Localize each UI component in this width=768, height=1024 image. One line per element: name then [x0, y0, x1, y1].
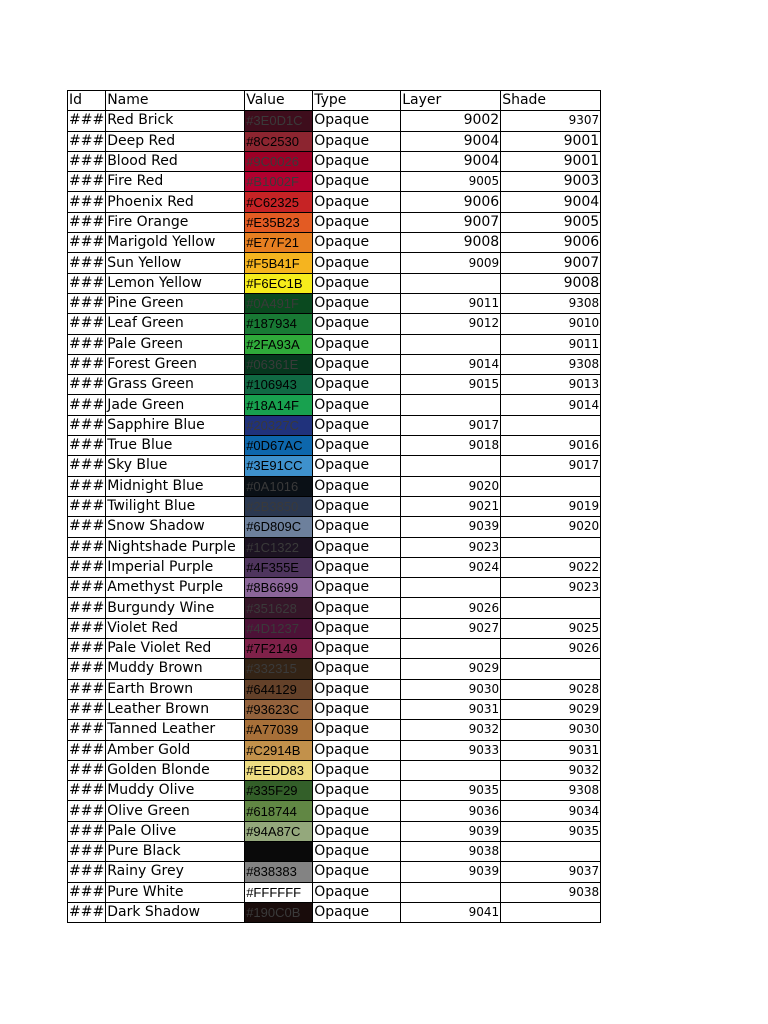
cell-layer[interactable]: 9038 [401, 841, 501, 861]
table-row [68, 841, 601, 861]
cell-name[interactable]: Golden Blonde [106, 760, 245, 780]
cell-layer[interactable]: 9027 [401, 618, 501, 638]
cell-shade[interactable]: 9035 [501, 821, 601, 841]
cell-layer[interactable] [401, 639, 501, 659]
cell-type[interactable]: Opaque [313, 172, 401, 192]
cell-id[interactable]: ### [68, 354, 106, 374]
cell-shade[interactable]: 9016 [501, 436, 601, 456]
cell-id[interactable]: ### [68, 862, 106, 882]
cell-layer[interactable]: 9035 [401, 781, 501, 801]
cell-value[interactable]: #F6EC1B [245, 273, 313, 293]
cell-id[interactable]: ### [68, 334, 106, 354]
cell-layer[interactable]: 9004 [401, 151, 501, 171]
table-row [68, 679, 601, 699]
cell-name[interactable]: Twilight Blue [106, 496, 245, 516]
cell-id[interactable]: ### [68, 781, 106, 801]
cell-type[interactable]: Opaque [313, 354, 401, 374]
cell-value[interactable]: #0A1016 [245, 476, 313, 496]
table-row [68, 720, 601, 740]
cell-name[interactable]: Sapphire Blue [106, 415, 245, 435]
cell-name[interactable]: Dark Shadow [106, 902, 245, 922]
cell-type[interactable]: Opaque [313, 760, 401, 780]
cell-shade[interactable]: 9022 [501, 557, 601, 577]
cell-shade[interactable]: 9008 [501, 273, 601, 293]
cell-type[interactable]: Opaque [313, 456, 401, 476]
table-row [68, 801, 601, 821]
cell-name[interactable]: Earth Brown [106, 679, 245, 699]
cell-type[interactable]: Opaque [313, 537, 401, 557]
cell-layer[interactable] [401, 334, 501, 354]
cell-name[interactable]: Muddy Brown [106, 659, 245, 679]
table-row [68, 111, 601, 131]
cell-type[interactable]: Opaque [313, 111, 401, 131]
cell-value[interactable]: #335F29 [245, 781, 313, 801]
cell-name[interactable]: Snow Shadow [106, 517, 245, 537]
cell-name[interactable]: Lemon Yellow [106, 273, 245, 293]
cell-name[interactable]: Marigold Yellow [106, 233, 245, 253]
table-row [68, 578, 601, 598]
cell-value[interactable]: #20327C [245, 415, 313, 435]
cell-name[interactable]: Forest Green [106, 354, 245, 374]
cell-name[interactable]: Muddy Olive [106, 781, 245, 801]
cell-name[interactable]: Midnight Blue [106, 476, 245, 496]
cell-shade[interactable]: 9308 [501, 354, 601, 374]
cell-shade[interactable] [501, 902, 601, 922]
cell-shade[interactable] [501, 659, 601, 679]
table-row [68, 639, 601, 659]
table-row [68, 273, 601, 293]
cell-layer[interactable]: 9005 [401, 172, 501, 192]
cell-value[interactable]: #8C2530 [245, 131, 313, 151]
cell-type[interactable]: Opaque [313, 781, 401, 801]
cell-layer[interactable]: 9023 [401, 537, 501, 557]
cell-type[interactable]: Opaque [313, 131, 401, 151]
cell-layer[interactable] [401, 760, 501, 780]
cell-name[interactable]: Burgundy Wine [106, 598, 245, 618]
cell-value[interactable]: #332315 [245, 659, 313, 679]
cell-value[interactable]: #18A14F [245, 395, 313, 415]
cell-value[interactable]: #2B3850 [245, 496, 313, 516]
cell-shade[interactable]: 9308 [501, 781, 601, 801]
cell-type[interactable]: Opaque [313, 557, 401, 577]
cell-type[interactable]: Opaque [313, 821, 401, 841]
cell-type[interactable]: Opaque [313, 293, 401, 313]
cell-type[interactable]: Opaque [313, 273, 401, 293]
cell-layer[interactable]: 9039 [401, 862, 501, 882]
cell-value[interactable]: #A77039 [245, 720, 313, 740]
cell-name[interactable]: True Blue [106, 436, 245, 456]
cell-layer[interactable]: 9031 [401, 699, 501, 719]
cell-value[interactable]: #9C0026 [245, 151, 313, 171]
table-row [68, 131, 601, 151]
cell-id[interactable]: ### [68, 821, 106, 841]
cell-id[interactable]: ### [68, 273, 106, 293]
cell-value[interactable]: #190C0B [245, 902, 313, 922]
cell-id[interactable]: ### [68, 151, 106, 171]
cell-layer[interactable]: 9033 [401, 740, 501, 760]
cell-layer[interactable]: 9015 [401, 375, 501, 395]
cell-layer[interactable]: 9032 [401, 720, 501, 740]
cell-id[interactable]: ### [68, 496, 106, 516]
cell-name[interactable]: Blood Red [106, 151, 245, 171]
table-row [68, 699, 601, 719]
table-row [68, 740, 601, 760]
cell-shade[interactable]: 9026 [501, 639, 601, 659]
cell-name[interactable]: Sun Yellow [106, 253, 245, 273]
cell-name[interactable]: Pale Olive [106, 821, 245, 841]
cell-id[interactable]: ### [68, 760, 106, 780]
cell-type[interactable]: Opaque [313, 212, 401, 232]
cell-type[interactable]: Opaque [313, 314, 401, 334]
cell-name[interactable]: Pale Green [106, 334, 245, 354]
cell-shade[interactable]: 9011 [501, 334, 601, 354]
cell-name[interactable]: Tanned Leather [106, 720, 245, 740]
cell-id[interactable]: ### [68, 598, 106, 618]
table-body [68, 111, 601, 923]
cell-value[interactable]: #644129 [245, 679, 313, 699]
cell-name[interactable]: Amethyst Purple [106, 578, 245, 598]
cell-layer[interactable]: 9002 [401, 111, 501, 131]
cell-layer[interactable]: 9039 [401, 821, 501, 841]
cell-id[interactable]: ### [68, 172, 106, 192]
cell-value[interactable]: #E35B23 [245, 212, 313, 232]
cell-type[interactable]: Opaque [313, 598, 401, 618]
cell-layer[interactable]: 9017 [401, 415, 501, 435]
cell-shade[interactable] [501, 537, 601, 557]
cell-shade[interactable]: 9004 [501, 192, 601, 212]
cell-type[interactable]: Opaque [313, 476, 401, 496]
cell-value[interactable]: #1C1322 [245, 537, 313, 557]
cell-type[interactable]: Opaque [313, 618, 401, 638]
cell-layer[interactable]: 9014 [401, 354, 501, 374]
cell-value[interactable]: #94A87C [245, 821, 313, 841]
cell-layer[interactable]: 9011 [401, 293, 501, 313]
cell-type[interactable]: Opaque [313, 740, 401, 760]
cell-value[interactable]: #FFFFFF [245, 882, 313, 902]
cell-layer[interactable] [401, 882, 501, 902]
cell-shade[interactable]: 9031 [501, 740, 601, 760]
table-row [68, 456, 601, 476]
cell-value[interactable]: #06361E [245, 354, 313, 374]
table-row [68, 151, 601, 171]
cell-id[interactable]: ### [68, 415, 106, 435]
cell-value[interactable]: #0D67AC [245, 436, 313, 456]
cell-shade[interactable]: 9029 [501, 699, 601, 719]
table-row [68, 375, 601, 395]
cell-type[interactable]: Opaque [313, 841, 401, 861]
table-row [68, 517, 601, 537]
table-row [68, 476, 601, 496]
cell-name[interactable]: Pine Green [106, 293, 245, 313]
table-row [68, 781, 601, 801]
table-row [68, 395, 601, 415]
table-row [68, 557, 601, 577]
table-row [68, 253, 601, 273]
table-row [68, 659, 601, 679]
cell-shade[interactable] [501, 598, 601, 618]
cell-value[interactable]: #EEDD83 [245, 760, 313, 780]
cell-shade[interactable]: 9037 [501, 862, 601, 882]
cell-layer[interactable]: 9041 [401, 902, 501, 922]
cell-id[interactable]: ### [68, 801, 106, 821]
cell-shade[interactable] [501, 841, 601, 861]
cell-value[interactable]: #C2914B [245, 740, 313, 760]
cell-shade[interactable]: 9032 [501, 760, 601, 780]
cell-name[interactable]: Olive Green [106, 801, 245, 821]
cell-layer[interactable] [401, 578, 501, 598]
cell-shade[interactable]: 9034 [501, 801, 601, 821]
header-value[interactable]: Value [245, 91, 313, 111]
cell-layer[interactable]: 9036 [401, 801, 501, 821]
cell-type[interactable]: Opaque [313, 882, 401, 902]
cell-type[interactable]: Opaque [313, 862, 401, 882]
cell-type[interactable]: Opaque [313, 679, 401, 699]
cell-name[interactable]: Jade Green [106, 395, 245, 415]
cell-type[interactable]: Opaque [313, 436, 401, 456]
cell-value[interactable]: #4F355E [245, 557, 313, 577]
cell-layer[interactable]: 9006 [401, 192, 501, 212]
cell-shade[interactable]: 9001 [501, 151, 601, 171]
cell-id[interactable]: ### [68, 456, 106, 476]
cell-shade[interactable]: 9005 [501, 212, 601, 232]
cell-name[interactable]: Imperial Purple [106, 557, 245, 577]
cell-value[interactable]: #351628 [245, 598, 313, 618]
cell-id[interactable]: ### [68, 192, 106, 212]
cell-type[interactable]: Opaque [313, 659, 401, 679]
cell-value[interactable]: #E77F21 [245, 233, 313, 253]
cell-name[interactable]: Pale Violet Red [106, 639, 245, 659]
cell-layer[interactable]: 9004 [401, 131, 501, 151]
table-row [68, 293, 601, 313]
cell-value[interactable]: #C62325 [245, 192, 313, 212]
cell-id[interactable]: ### [68, 740, 106, 760]
cell-value[interactable]: #7F2149 [245, 639, 313, 659]
cell-name[interactable]: Grass Green [106, 375, 245, 395]
cell-type[interactable]: Opaque [313, 375, 401, 395]
cell-name[interactable]: Fire Red [106, 172, 245, 192]
cell-id[interactable]: ### [68, 537, 106, 557]
cell-id[interactable]: ### [68, 314, 106, 334]
cell-id[interactable]: ### [68, 375, 106, 395]
table-row [68, 821, 601, 841]
cell-shade[interactable] [501, 415, 601, 435]
cell-id[interactable]: ### [68, 720, 106, 740]
cell-shade[interactable]: 9001 [501, 131, 601, 151]
cell-shade[interactable]: 9020 [501, 517, 601, 537]
cell-layer[interactable]: 9012 [401, 314, 501, 334]
cell-layer[interactable]: 9021 [401, 496, 501, 516]
cell-value[interactable]: #B1002F [245, 172, 313, 192]
cell-value[interactable]: #0A491F [245, 293, 313, 313]
cell-value[interactable]: #838383 [245, 862, 313, 882]
cell-shade[interactable]: 9030 [501, 720, 601, 740]
cell-id[interactable]: ### [68, 841, 106, 861]
cell-shade[interactable]: 9038 [501, 882, 601, 902]
cell-type[interactable]: Opaque [313, 699, 401, 719]
table-row [68, 598, 601, 618]
cell-layer[interactable] [401, 395, 501, 415]
cell-layer[interactable]: 9039 [401, 517, 501, 537]
cell-id[interactable]: ### [68, 882, 106, 902]
cell-id[interactable]: ### [68, 253, 106, 273]
cell-name[interactable]: Fire Orange [106, 212, 245, 232]
cell-id[interactable]: ### [68, 618, 106, 638]
header-shade[interactable]: Shade [501, 91, 601, 111]
cell-shade[interactable]: 9017 [501, 456, 601, 476]
cell-layer[interactable]: 9007 [401, 212, 501, 232]
cell-value[interactable]: #3E91CC [245, 456, 313, 476]
cell-type[interactable]: Opaque [313, 395, 401, 415]
cell-layer[interactable]: 9030 [401, 679, 501, 699]
cell-name[interactable]: Deep Red [106, 131, 245, 151]
cell-layer[interactable] [401, 456, 501, 476]
cell-shade[interactable]: 9308 [501, 293, 601, 313]
cell-type[interactable]: Opaque [313, 496, 401, 516]
cell-shade[interactable]: 9013 [501, 375, 601, 395]
cell-name[interactable]: Violet Red [106, 618, 245, 638]
cell-name[interactable]: Sky Blue [106, 456, 245, 476]
cell-id[interactable]: ### [68, 639, 106, 659]
cell-layer[interactable]: 9008 [401, 233, 501, 253]
header-row [68, 91, 601, 111]
cell-value[interactable]: #4D1237 [245, 618, 313, 638]
table-row [68, 212, 601, 232]
cell-id[interactable]: ### [68, 395, 106, 415]
table-row [68, 415, 601, 435]
cell-value[interactable]: #618744 [245, 801, 313, 821]
cell-id[interactable]: ### [68, 679, 106, 699]
cell-name[interactable]: Rainy Grey [106, 862, 245, 882]
table-row [68, 862, 601, 882]
header-name[interactable]: Name [106, 91, 245, 111]
header-id[interactable]: Id [68, 91, 106, 111]
cell-id[interactable]: ### [68, 476, 106, 496]
cell-shade[interactable]: 9007 [501, 253, 601, 273]
cell-layer[interactable] [401, 273, 501, 293]
cell-type[interactable]: Opaque [313, 192, 401, 212]
cell-id[interactable]: ### [68, 659, 106, 679]
cell-id[interactable]: ### [68, 699, 106, 719]
cell-shade[interactable] [501, 476, 601, 496]
cell-type[interactable]: Opaque [313, 415, 401, 435]
cell-name[interactable]: Nightshade Purple [106, 537, 245, 557]
cell-id[interactable]: ### [68, 131, 106, 151]
cell-name[interactable]: Leaf Green [106, 314, 245, 334]
cell-type[interactable]: Opaque [313, 801, 401, 821]
table-row [68, 760, 601, 780]
table-row [68, 172, 601, 192]
cell-shade[interactable]: 9006 [501, 233, 601, 253]
cell-id[interactable]: ### [68, 233, 106, 253]
cell-shade[interactable]: 9010 [501, 314, 601, 334]
table-row [68, 354, 601, 374]
cell-type[interactable]: Opaque [313, 151, 401, 171]
cell-value[interactable]: #187934 [245, 314, 313, 334]
cell-name[interactable]: Pure Black [106, 841, 245, 861]
cell-type[interactable]: Opaque [313, 233, 401, 253]
cell-value[interactable]: #F5B41F [245, 253, 313, 273]
cell-type[interactable]: Opaque [313, 253, 401, 273]
cell-shade[interactable]: 9019 [501, 496, 601, 516]
cell-id[interactable]: ### [68, 293, 106, 313]
header-type[interactable]: Type [313, 91, 401, 111]
cell-type[interactable]: Opaque [313, 902, 401, 922]
cell-layer[interactable]: 9018 [401, 436, 501, 456]
cell-layer[interactable]: 9029 [401, 659, 501, 679]
cell-shade[interactable]: 9003 [501, 172, 601, 192]
cell-shade[interactable]: 9023 [501, 578, 601, 598]
cell-id[interactable]: ### [68, 111, 106, 131]
cell-id[interactable]: ### [68, 578, 106, 598]
cell-value[interactable]: #2FA93A [245, 334, 313, 354]
cell-shade[interactable]: 9014 [501, 395, 601, 415]
cell-layer[interactable]: 9009 [401, 253, 501, 273]
table-row [68, 314, 601, 334]
table-row [68, 496, 601, 516]
cell-layer[interactable]: 9026 [401, 598, 501, 618]
color-table [67, 90, 601, 923]
table-row [68, 902, 601, 922]
cell-layer[interactable]: 9020 [401, 476, 501, 496]
table-row [68, 618, 601, 638]
cell-shade[interactable]: 9025 [501, 618, 601, 638]
cell-value[interactable] [245, 841, 313, 861]
cell-shade[interactable]: 9307 [501, 111, 601, 131]
table-row [68, 233, 601, 253]
cell-value[interactable]: #106943 [245, 375, 313, 395]
cell-shade[interactable]: 9028 [501, 679, 601, 699]
cell-value[interactable]: #6D809C [245, 517, 313, 537]
cell-id[interactable]: ### [68, 436, 106, 456]
cell-name[interactable]: Pure White [106, 882, 245, 902]
cell-name[interactable]: Phoenix Red [106, 192, 245, 212]
table-row [68, 334, 601, 354]
table-row [68, 192, 601, 212]
table-row [68, 882, 601, 902]
cell-id[interactable]: ### [68, 902, 106, 922]
header-layer[interactable]: Layer [401, 91, 501, 111]
cell-id[interactable]: ### [68, 212, 106, 232]
table-row [68, 537, 601, 557]
cell-layer[interactable]: 9024 [401, 557, 501, 577]
table-row [68, 436, 601, 456]
cell-type[interactable]: Opaque [313, 578, 401, 598]
cell-name[interactable]: Amber Gold [106, 740, 245, 760]
cell-type[interactable]: Opaque [313, 334, 401, 354]
cell-value[interactable]: #93623C [245, 699, 313, 719]
cell-name[interactable]: Leather Brown [106, 699, 245, 719]
cell-type[interactable]: Opaque [313, 517, 401, 537]
cell-type[interactable]: Opaque [313, 639, 401, 659]
cell-value[interactable]: #8B6699 [245, 578, 313, 598]
cell-id[interactable]: ### [68, 517, 106, 537]
cell-type[interactable]: Opaque [313, 720, 401, 740]
cell-id[interactable]: ### [68, 557, 106, 577]
cell-value[interactable]: #3E0D1C [245, 111, 313, 131]
cell-name[interactable]: Red Brick [106, 111, 245, 131]
